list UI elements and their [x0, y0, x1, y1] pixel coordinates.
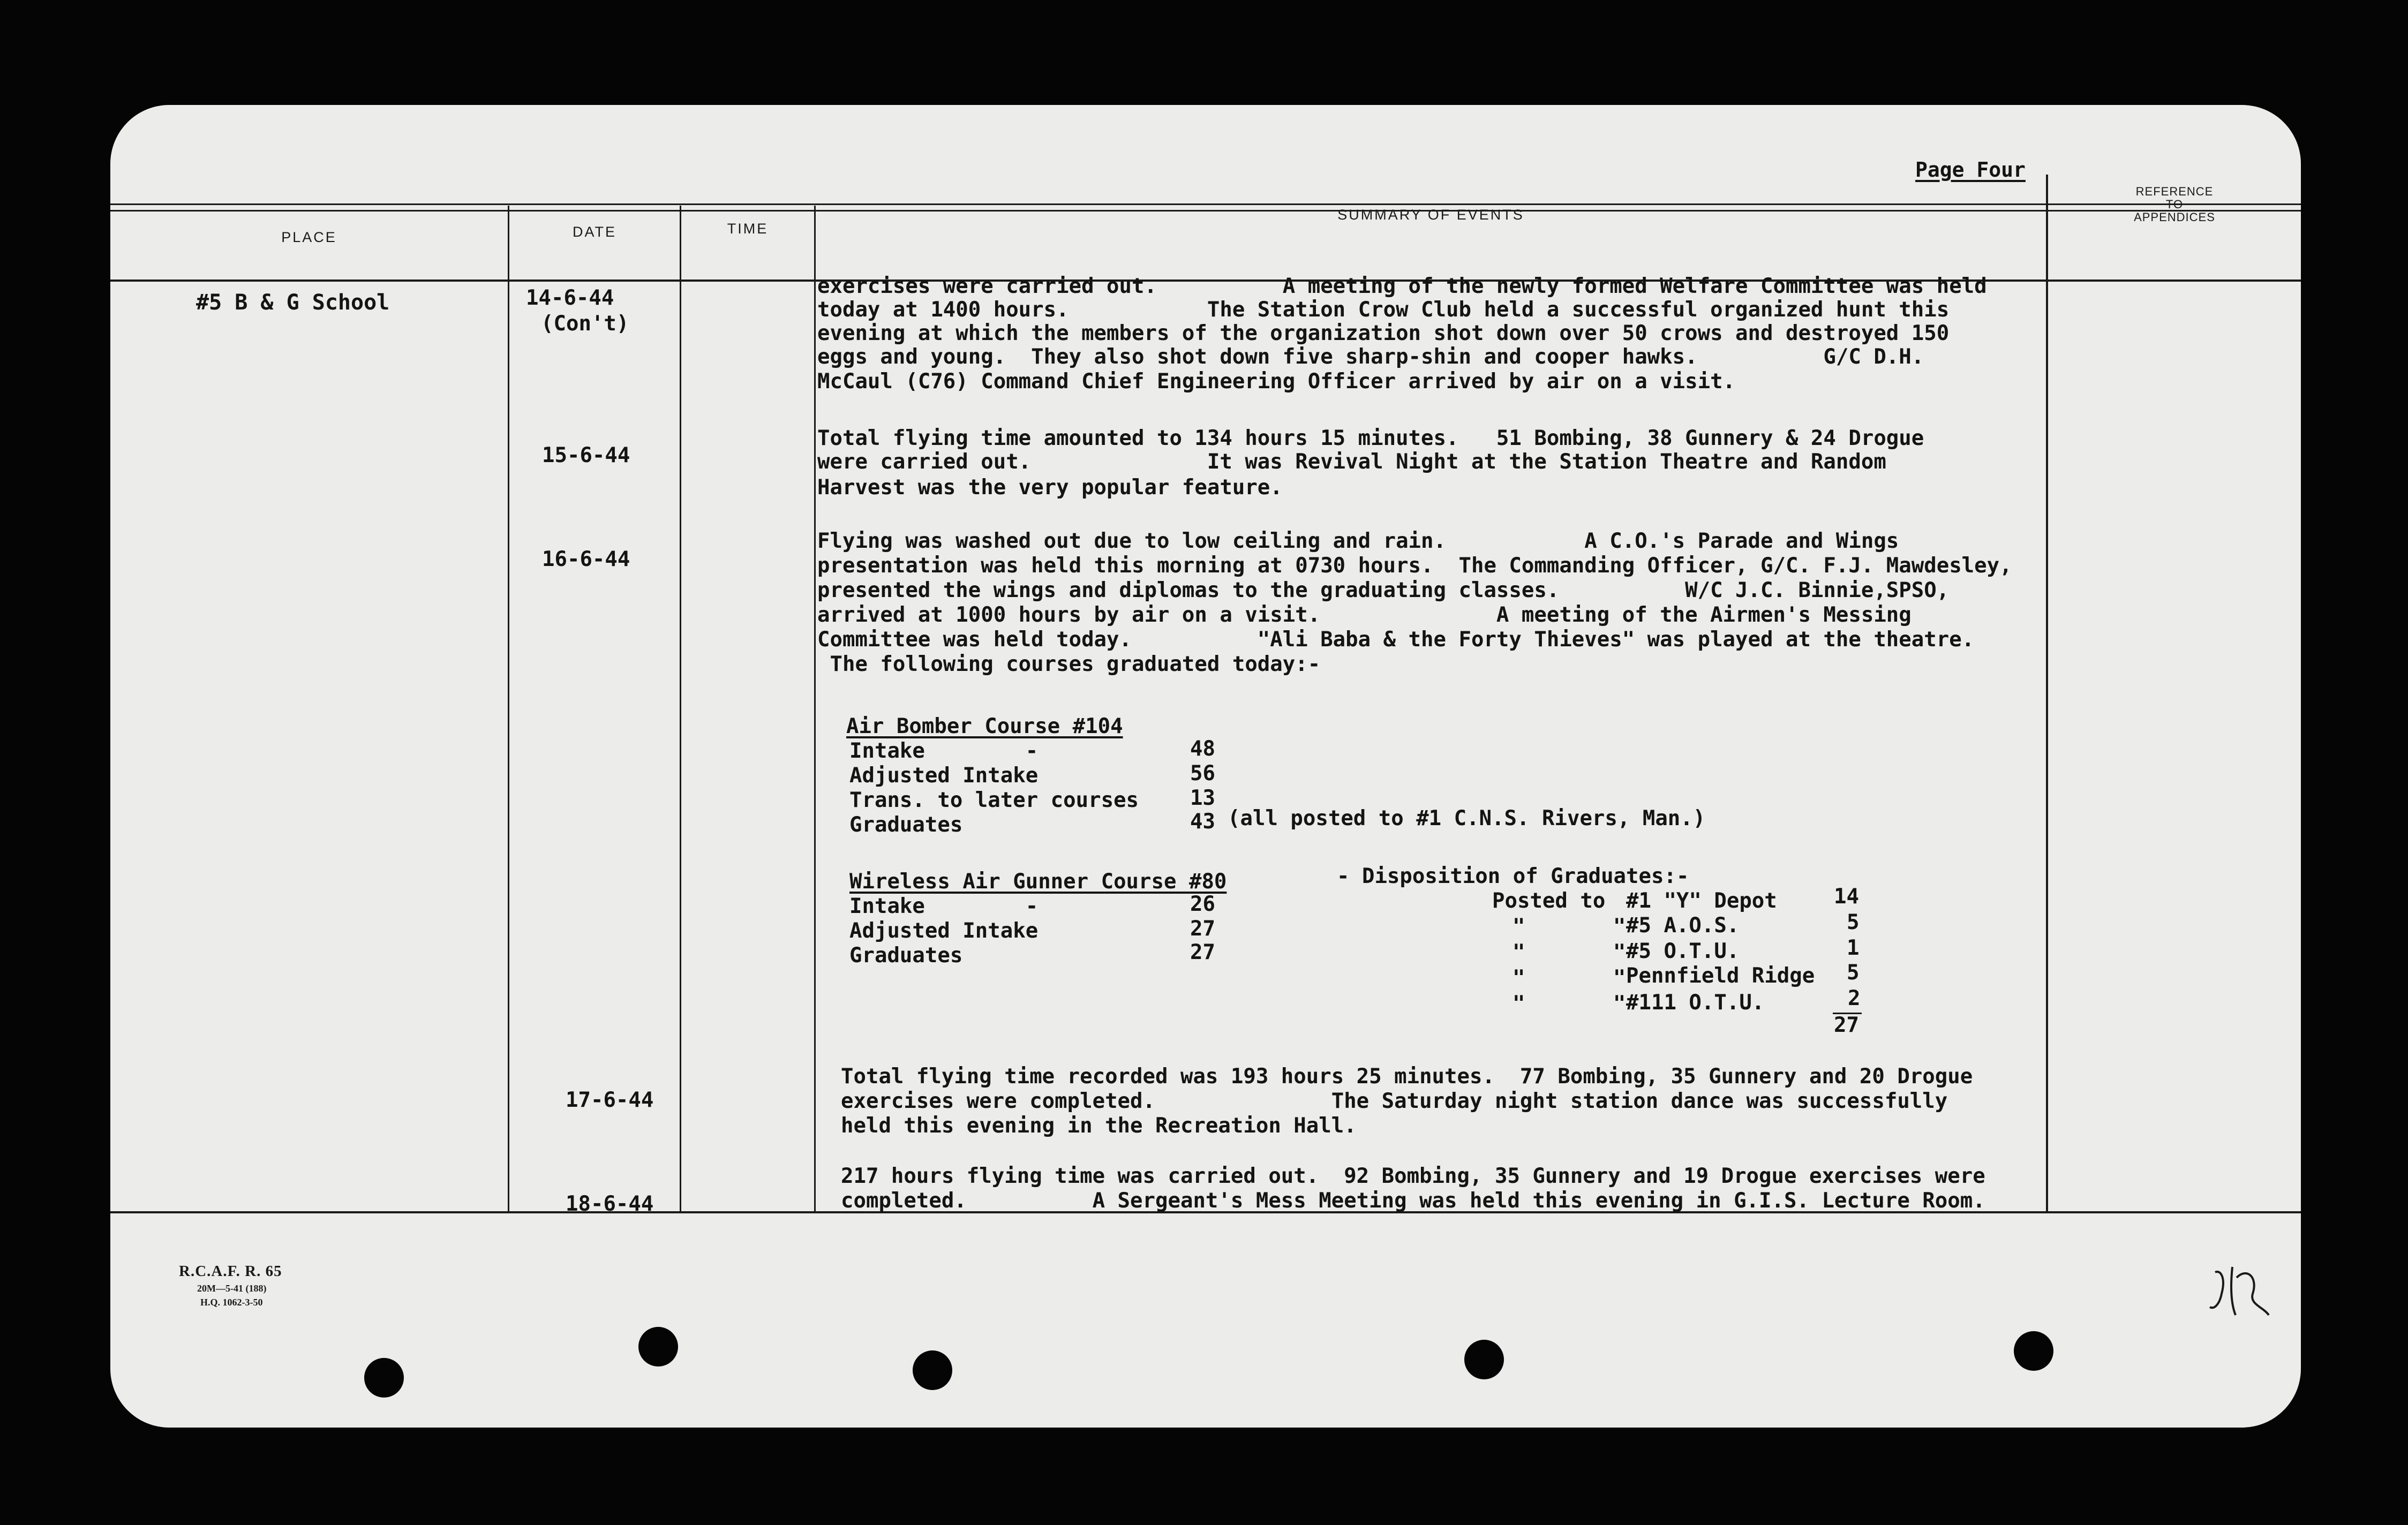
page-label: Page Four	[1915, 158, 2026, 182]
wireless-row-label: Graduates	[849, 943, 963, 968]
air-bomber-course-title: Air Bomber Course #104	[846, 714, 1123, 738]
entry-line: McCaul (C76) Command Chief Engineering Officer arrived by air on a visit.	[817, 369, 1736, 394]
air-bomber-row-label: Adjusted Intake	[849, 764, 1039, 788]
header-time: TIME	[727, 221, 769, 237]
initials-signature	[2204, 1256, 2290, 1320]
binder-hole	[913, 1350, 952, 1390]
binder-hole	[638, 1327, 678, 1367]
header-place: PLACE	[281, 229, 337, 245]
wireless-row-value: 27	[1190, 940, 1215, 964]
disposition-prefix: Posted to	[1492, 889, 1606, 913]
air-bomber-graduates-note: (all posted to #1 C.N.S. Rivers, Man.)	[1228, 806, 1706, 831]
disposition-dest: #111 O.T.U.	[1626, 991, 1765, 1015]
date-16-6-44: 16-6-44	[542, 547, 630, 571]
entry-line: Harvest was the very popular feature.	[817, 475, 1283, 500]
entry-line: today at 1400 hours. The Station Crow Club held a successful organized hunt this	[817, 298, 1950, 322]
air-bomber-row-label: Intake -	[849, 739, 1039, 763]
disposition-count: 14	[1834, 885, 1859, 909]
header-reference	[2048, 185, 2301, 224]
air-bomber-row-value: 13	[1190, 786, 1215, 810]
date-18-6-44: 18-6-44	[566, 1192, 654, 1216]
entry-line: evening at which the members of the organization shot down over 50 crows and destroyed 150	[817, 321, 1950, 345]
air-bomber-row-value: 48	[1190, 737, 1215, 761]
top-rule-1	[110, 203, 2301, 205]
entry-line: presented the wings and diplomas to the graduating classes. W/C J.C. Binnie,SPSO,	[817, 578, 1950, 602]
header-date: DATE	[572, 224, 616, 240]
disposition-prefix: " "	[1512, 966, 1626, 990]
air-bomber-row-label: Trans. to later courses	[849, 788, 1139, 812]
header-reference-line-3: APPENDICES	[2134, 210, 2215, 224]
air-bomber-row-label: Graduates	[849, 813, 963, 837]
wireless-row-label: Intake -	[849, 894, 1039, 918]
disposition-dest: #5 O.T.U.	[1626, 939, 1740, 963]
disposition-count: 2	[1848, 986, 1861, 1010]
disposition-title: - Disposition of Graduates:-	[1337, 864, 1689, 888]
binder-hole	[2014, 1331, 2053, 1371]
entry-line: exercises were carried out. A meeting of the newly formed Welfare Committee was held	[817, 274, 1987, 298]
binder-hole	[1464, 1340, 1504, 1379]
entry-line: Committee was held today. "Ali Baba & the Forty Thieves" was played at the theatre.	[817, 628, 1975, 652]
col-rule-summary	[2046, 175, 2048, 1212]
form-id-code: R.C.A.F. R. 65	[179, 1263, 282, 1280]
form-id-line-3: H.Q. 1062-3-50	[200, 1297, 263, 1308]
disposition-prefix: " "	[1512, 992, 1626, 1016]
entry-line: The following courses graduated today:-	[817, 652, 1321, 676]
disposition-count: 5	[1847, 910, 1860, 934]
air-bomber-row-value: 43	[1190, 810, 1215, 834]
disposition-count: 1	[1847, 936, 1860, 960]
air-bomber-row-value: 56	[1190, 761, 1215, 786]
disposition-prefix: " "	[1512, 940, 1626, 964]
entry-line: completed. A Sergeant's Mess Meeting was held this evening in G.I.S. Lecture Room.	[841, 1189, 1985, 1213]
entry-line: exercises were completed. The Saturday night station dance was successfully	[841, 1089, 1948, 1113]
binder-hole	[364, 1358, 404, 1398]
date-15-6-44: 15-6-44	[542, 443, 630, 467]
entry-line: were carried out. It was Revival Night at the Station Theatre and Random	[817, 450, 1886, 474]
header-reference-line-1: REFERENCE	[2135, 185, 2214, 198]
col-rule-place	[508, 206, 509, 1212]
entry-line: 217 hours flying time was carried out. 92 Bombing, 35 Gunnery and 19 Drogue exercises were	[841, 1164, 1985, 1188]
header-reference-line-2: TO	[2165, 198, 2184, 211]
disposition-total: 27	[1834, 1013, 1859, 1037]
disposition-dest: Pennfield Ridge	[1626, 964, 1815, 988]
disposition-prefix: " "	[1512, 915, 1626, 939]
place-name: #5 B & G School	[196, 290, 390, 315]
form-id-line-2: 20M—5-41 (188)	[197, 1283, 267, 1294]
date-17-6-44: 17-6-44	[566, 1088, 654, 1112]
entry-line: presentation was held this morning at 0730 hours. The Commanding Officer, G/C. F.J. Mawdesley,	[817, 554, 2012, 578]
col-rule-date	[680, 206, 681, 1212]
entry-line: Flying was washed out due to low ceiling and rain. A C.O.'s Parade and Wings	[817, 529, 1899, 553]
wireless-row-label: Adjusted Intake	[849, 919, 1039, 943]
entry-line: eggs and young. They also shot down five sharp-shin and cooper hawks. G/C D.H.	[817, 345, 1924, 369]
disposition-dest: #5 A.O.S.	[1626, 914, 1740, 938]
entry-line: Total flying time amounted to 134 hours 15 minutes. 51 Bombing, 38 Gunnery & 24 Drogue	[817, 426, 1924, 450]
col-rule-time	[814, 206, 816, 1212]
disposition-dest: #1 "Y" Depot	[1626, 889, 1777, 913]
header-summary: SUMMARY OF EVENTS	[1337, 207, 1524, 223]
date-14-6-44: 14-6-44	[526, 286, 614, 310]
date-14-6-44-note: (Con't)	[541, 312, 629, 336]
entry-line: Total flying time recorded was 193 hours 25 minutes. 77 Bombing, 35 Gunnery and 20 Drogue	[841, 1065, 1973, 1089]
wireless-row-value: 27	[1190, 917, 1215, 941]
wireless-row-value: 26	[1190, 892, 1215, 916]
document-card	[110, 105, 2301, 1428]
disposition-count: 5	[1847, 961, 1860, 985]
entry-line: held this evening in the Recreation Hall.	[841, 1114, 1357, 1138]
entry-line: arrived at 1000 hours by air on a visit. A meeting of the Airmen's Messing	[817, 603, 1912, 627]
wireless-course-title: Wireless Air Gunner Course #80	[849, 870, 1227, 894]
